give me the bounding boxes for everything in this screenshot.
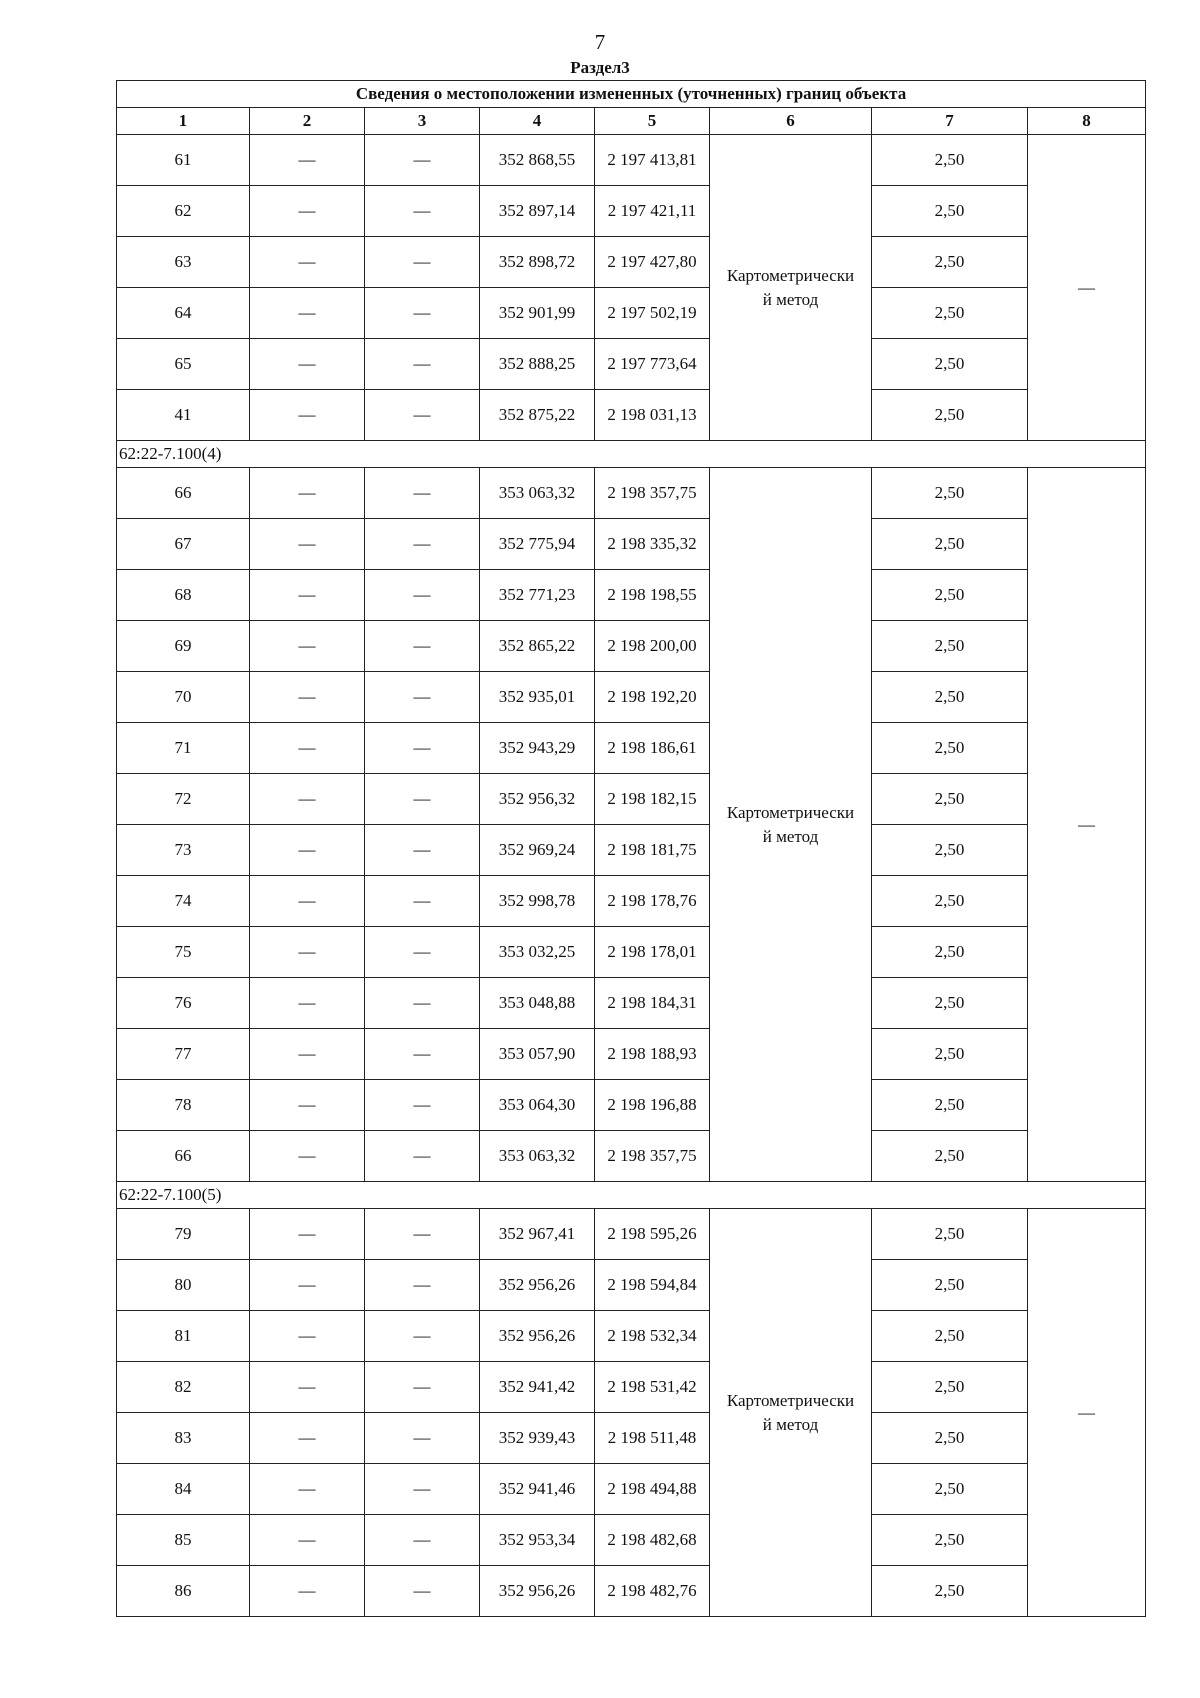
point-number-cell: 68 (117, 570, 250, 621)
x-coordinate-cell: 352 868,55 (480, 135, 595, 186)
col3-cell: — (365, 570, 480, 621)
method-cell (710, 1209, 872, 1617)
table-row (117, 390, 1146, 441)
accuracy-cell: 2,50 (872, 723, 1028, 774)
point-number-cell: 65 (117, 339, 250, 390)
col2-cell: — (250, 825, 365, 876)
point-number-cell: 80 (117, 1260, 250, 1311)
x-coordinate-cell: 352 897,14 (480, 186, 595, 237)
accuracy-cell: 2,50 (872, 927, 1028, 978)
accuracy-cell: 2,50 (872, 390, 1028, 441)
col2-cell: — (250, 186, 365, 237)
col2-cell: — (250, 1311, 365, 1362)
y-coordinate-cell: 2 198 482,68 (595, 1515, 710, 1566)
point-number-cell: 66 (117, 468, 250, 519)
point-number-cell: 86 (117, 1566, 250, 1617)
point-number-cell: 73 (117, 825, 250, 876)
y-coordinate-cell: 2 198 532,34 (595, 1311, 710, 1362)
y-coordinate-cell: 2 197 427,80 (595, 237, 710, 288)
col3-cell: — (365, 1464, 480, 1515)
table-row (117, 1080, 1146, 1131)
x-coordinate-cell: 352 901,99 (480, 288, 595, 339)
y-coordinate-cell: 2 198 188,93 (595, 1029, 710, 1080)
table-row (117, 1515, 1146, 1566)
point-number-cell: 64 (117, 288, 250, 339)
col2-cell: — (250, 237, 365, 288)
accuracy-cell: 2,50 (872, 570, 1028, 621)
y-coordinate-cell: 2 197 773,64 (595, 339, 710, 390)
column-number-header: 4 (480, 108, 595, 135)
col2-cell: — (250, 621, 365, 672)
column-number-header: 1 (117, 108, 250, 135)
col2-cell: — (250, 978, 365, 1029)
accuracy-cell: 2,50 (872, 1209, 1028, 1260)
col3-cell: — (365, 1029, 480, 1080)
method-line-1: Картометрически (726, 265, 855, 285)
point-number-cell: 76 (117, 978, 250, 1029)
accuracy-cell: 2,50 (872, 774, 1028, 825)
accuracy-cell: 2,50 (872, 876, 1028, 927)
col2-cell: — (250, 135, 365, 186)
table-row (117, 1260, 1146, 1311)
col3-cell: — (365, 621, 480, 672)
point-number-cell: 78 (117, 1080, 250, 1131)
table-row (117, 1566, 1146, 1617)
col3-cell: — (365, 519, 480, 570)
x-coordinate-cell: 352 956,26 (480, 1566, 595, 1617)
y-coordinate-cell: 2 198 494,88 (595, 1464, 710, 1515)
table-row (117, 237, 1146, 288)
point-number-cell: 63 (117, 237, 250, 288)
col3-cell: — (365, 876, 480, 927)
col3-cell: — (365, 825, 480, 876)
y-coordinate-cell: 2 198 200,00 (595, 621, 710, 672)
col8-cell: — (1028, 468, 1146, 1182)
col3-cell: — (365, 288, 480, 339)
y-coordinate-cell: 2 198 184,31 (595, 978, 710, 1029)
col3-cell: — (365, 672, 480, 723)
table-row (117, 723, 1146, 774)
col3-cell: — (365, 1362, 480, 1413)
col3-cell: — (365, 1131, 480, 1182)
column-number-header: 8 (1028, 108, 1146, 135)
y-coordinate-cell: 2 198 198,55 (595, 570, 710, 621)
point-number-cell: 83 (117, 1413, 250, 1464)
column-number-header: 2 (250, 108, 365, 135)
col2-cell: — (250, 1464, 365, 1515)
x-coordinate-cell: 353 057,90 (480, 1029, 595, 1080)
col3-cell: — (365, 1515, 480, 1566)
x-coordinate-cell: 352 941,42 (480, 1362, 595, 1413)
col2-cell: — (250, 1080, 365, 1131)
accuracy-cell: 2,50 (872, 621, 1028, 672)
boundary-coordinates-table (116, 80, 1146, 1617)
col8-cell: — (1028, 135, 1146, 441)
method-line-2: й метод (762, 1414, 819, 1434)
accuracy-cell: 2,50 (872, 135, 1028, 186)
col2-cell: — (250, 1413, 365, 1464)
column-number-header: 6 (710, 108, 872, 135)
x-coordinate-cell: 352 967,41 (480, 1209, 595, 1260)
col2-cell: — (250, 1362, 365, 1413)
col2-cell: — (250, 570, 365, 621)
point-number-cell: 70 (117, 672, 250, 723)
col2-cell: — (250, 1131, 365, 1182)
table-body (117, 135, 1146, 1617)
col3-cell: — (365, 978, 480, 1029)
col2-cell: — (250, 723, 365, 774)
table-row (117, 468, 1146, 519)
table-row (117, 339, 1146, 390)
table-row (117, 876, 1146, 927)
y-coordinate-cell: 2 198 181,75 (595, 825, 710, 876)
col3-cell: — (365, 339, 480, 390)
x-coordinate-cell: 352 888,25 (480, 339, 595, 390)
point-number-cell: 66 (117, 1131, 250, 1182)
col3-cell: — (365, 927, 480, 978)
col2-cell: — (250, 876, 365, 927)
x-coordinate-cell: 353 064,30 (480, 1080, 595, 1131)
col3-cell: — (365, 390, 480, 441)
y-coordinate-cell: 2 198 192,20 (595, 672, 710, 723)
y-coordinate-cell: 2 198 182,15 (595, 774, 710, 825)
method-line-1: Картометрически (726, 802, 855, 822)
accuracy-cell: 2,50 (872, 468, 1028, 519)
point-number-cell: 67 (117, 519, 250, 570)
column-number-header: 7 (872, 108, 1028, 135)
table-row (117, 672, 1146, 723)
y-coordinate-cell: 2 198 595,26 (595, 1209, 710, 1260)
y-coordinate-cell: 2 198 357,75 (595, 468, 710, 519)
point-number-cell: 77 (117, 1029, 250, 1080)
table-row (117, 1131, 1146, 1182)
y-coordinate-cell: 2 197 413,81 (595, 135, 710, 186)
y-coordinate-cell: 2 198 178,01 (595, 927, 710, 978)
col3-cell: — (365, 1260, 480, 1311)
group-header-row (117, 1182, 1146, 1209)
point-number-cell: 69 (117, 621, 250, 672)
y-coordinate-cell: 2 198 196,88 (595, 1080, 710, 1131)
point-number-cell: 81 (117, 1311, 250, 1362)
table-row (117, 774, 1146, 825)
x-coordinate-cell: 353 032,25 (480, 927, 595, 978)
col3-cell: — (365, 1080, 480, 1131)
column-number-header: 5 (595, 108, 710, 135)
point-number-cell: 79 (117, 1209, 250, 1260)
col2-cell: — (250, 1566, 365, 1617)
point-number-cell: 74 (117, 876, 250, 927)
accuracy-cell: 2,50 (872, 519, 1028, 570)
table-row (117, 927, 1146, 978)
group-label: 62:22-7.100(5) (117, 1182, 1146, 1209)
col2-cell: — (250, 288, 365, 339)
col2-cell: — (250, 927, 365, 978)
point-number-cell: 41 (117, 390, 250, 441)
y-coordinate-cell: 2 197 421,11 (595, 186, 710, 237)
table-row (117, 1413, 1146, 1464)
col2-cell: — (250, 519, 365, 570)
point-number-cell: 62 (117, 186, 250, 237)
y-coordinate-cell: 2 198 186,61 (595, 723, 710, 774)
col2-cell: — (250, 774, 365, 825)
accuracy-cell: 2,50 (872, 1515, 1028, 1566)
x-coordinate-cell: 353 063,32 (480, 1131, 595, 1182)
accuracy-cell: 2,50 (872, 1260, 1028, 1311)
table-row (117, 1029, 1146, 1080)
table-row (117, 1464, 1146, 1515)
accuracy-cell: 2,50 (872, 672, 1028, 723)
y-coordinate-cell: 2 198 357,75 (595, 1131, 710, 1182)
col2-cell: — (250, 672, 365, 723)
x-coordinate-cell: 352 956,26 (480, 1260, 595, 1311)
table-row (117, 1209, 1146, 1260)
point-number-cell: 75 (117, 927, 250, 978)
table-caption: Сведения о местоположении измененных (уточненных) границ объекта (117, 81, 1146, 108)
accuracy-cell: 2,50 (872, 1311, 1028, 1362)
group-label: 62:22-7.100(4) (117, 441, 1146, 468)
group-header-row (117, 441, 1146, 468)
y-coordinate-cell: 2 198 482,76 (595, 1566, 710, 1617)
x-coordinate-cell: 352 775,94 (480, 519, 595, 570)
point-number-cell: 85 (117, 1515, 250, 1566)
accuracy-cell: 2,50 (872, 825, 1028, 876)
method-line-2: й метод (762, 826, 819, 846)
method-line-1: Картометрически (726, 1390, 855, 1410)
point-number-cell: 84 (117, 1464, 250, 1515)
accuracy-cell: 2,50 (872, 1464, 1028, 1515)
col3-cell: — (365, 186, 480, 237)
col2-cell: — (250, 1209, 365, 1260)
x-coordinate-cell: 352 875,22 (480, 390, 595, 441)
x-coordinate-cell: 353 048,88 (480, 978, 595, 1029)
col2-cell: — (250, 468, 365, 519)
x-coordinate-cell: 352 898,72 (480, 237, 595, 288)
x-coordinate-cell: 352 969,24 (480, 825, 595, 876)
accuracy-cell: 2,50 (872, 1566, 1028, 1617)
table-row (117, 135, 1146, 186)
point-number-cell: 82 (117, 1362, 250, 1413)
method-cell (710, 135, 872, 441)
x-coordinate-cell: 352 771,23 (480, 570, 595, 621)
y-coordinate-cell: 2 197 502,19 (595, 288, 710, 339)
table-row (117, 1362, 1146, 1413)
point-number-cell: 72 (117, 774, 250, 825)
col2-cell: — (250, 339, 365, 390)
col8-cell: — (1028, 1209, 1146, 1617)
y-coordinate-cell: 2 198 594,84 (595, 1260, 710, 1311)
col3-cell: — (365, 1413, 480, 1464)
col3-cell: — (365, 135, 480, 186)
y-coordinate-cell: 2 198 531,42 (595, 1362, 710, 1413)
x-coordinate-cell: 352 939,43 (480, 1413, 595, 1464)
accuracy-cell: 2,50 (872, 978, 1028, 1029)
y-coordinate-cell: 2 198 178,76 (595, 876, 710, 927)
section-title: Раздел3 (570, 58, 630, 77)
table-row (117, 288, 1146, 339)
accuracy-cell: 2,50 (872, 1362, 1028, 1413)
table-row (117, 978, 1146, 1029)
table-row (117, 186, 1146, 237)
x-coordinate-cell: 352 956,26 (480, 1311, 595, 1362)
table-row (117, 1311, 1146, 1362)
point-number-cell: 61 (117, 135, 250, 186)
col3-cell: — (365, 237, 480, 288)
method-line-2: й метод (762, 289, 819, 309)
page-number: 7 (594, 30, 606, 54)
col2-cell: — (250, 1260, 365, 1311)
table-row (117, 621, 1146, 672)
x-coordinate-cell: 352 956,32 (480, 774, 595, 825)
column-number-header: 3 (365, 108, 480, 135)
accuracy-cell: 2,50 (872, 339, 1028, 390)
x-coordinate-cell: 352 865,22 (480, 621, 595, 672)
table-row (117, 519, 1146, 570)
accuracy-cell: 2,50 (872, 1413, 1028, 1464)
accuracy-cell: 2,50 (872, 1080, 1028, 1131)
col3-cell: — (365, 723, 480, 774)
method-cell (710, 468, 872, 1182)
col3-cell: — (365, 1566, 480, 1617)
y-coordinate-cell: 2 198 335,32 (595, 519, 710, 570)
point-number-cell: 71 (117, 723, 250, 774)
col3-cell: — (365, 1311, 480, 1362)
x-coordinate-cell: 352 941,46 (480, 1464, 595, 1515)
col2-cell: — (250, 1515, 365, 1566)
table-row (117, 825, 1146, 876)
x-coordinate-cell: 352 943,29 (480, 723, 595, 774)
accuracy-cell: 2,50 (872, 288, 1028, 339)
col3-cell: — (365, 1209, 480, 1260)
y-coordinate-cell: 2 198 511,48 (595, 1413, 710, 1464)
col2-cell: — (250, 1029, 365, 1080)
y-coordinate-cell: 2 198 031,13 (595, 390, 710, 441)
x-coordinate-cell: 353 063,32 (480, 468, 595, 519)
x-coordinate-cell: 352 953,34 (480, 1515, 595, 1566)
accuracy-cell: 2,50 (872, 186, 1028, 237)
accuracy-cell: 2,50 (872, 1131, 1028, 1182)
accuracy-cell: 2,50 (872, 1029, 1028, 1080)
col3-cell: — (365, 774, 480, 825)
accuracy-cell: 2,50 (872, 237, 1028, 288)
table-row (117, 570, 1146, 621)
x-coordinate-cell: 352 998,78 (480, 876, 595, 927)
x-coordinate-cell: 352 935,01 (480, 672, 595, 723)
col3-cell: — (365, 468, 480, 519)
col2-cell: — (250, 390, 365, 441)
